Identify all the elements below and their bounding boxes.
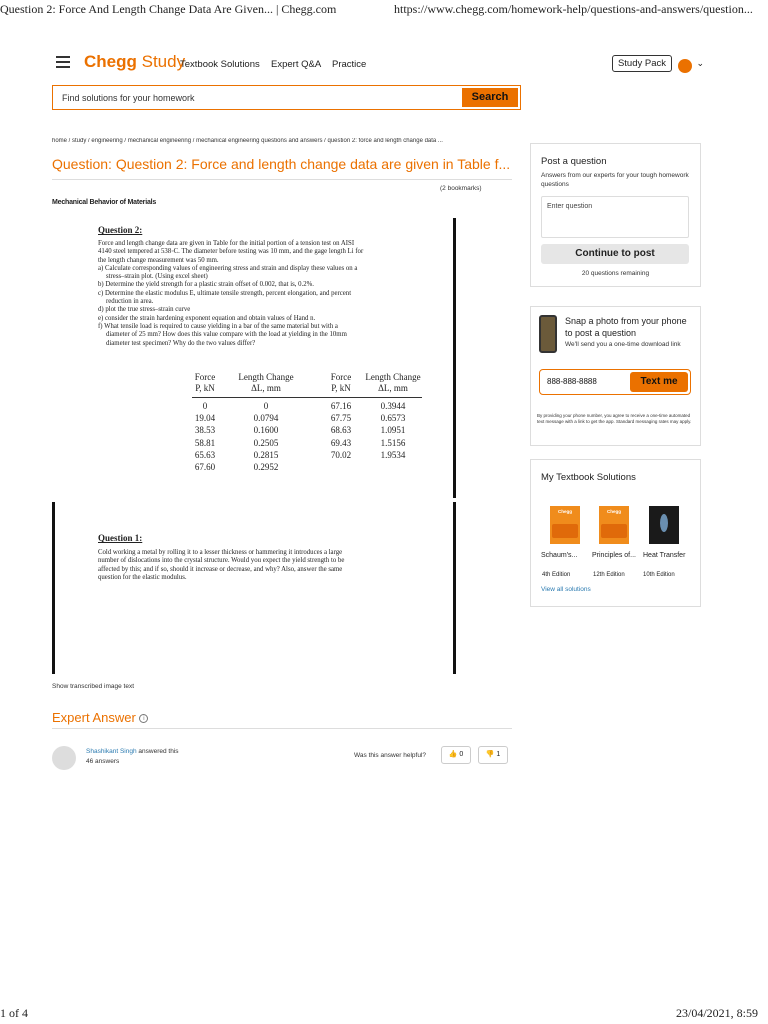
- search-bar[interactable]: [52, 85, 521, 110]
- header-bottom: P, kN: [195, 383, 215, 393]
- phone-number-input[interactable]: 888-888-8888: [547, 377, 597, 386]
- post-question-card: [530, 143, 701, 287]
- q2-line: reduction in area.: [106, 298, 154, 306]
- search-button[interactable]: Search: [462, 88, 518, 107]
- q1-line: question for the elastic modulus.: [98, 573, 187, 581]
- q1-heading: Question 1:: [98, 533, 143, 543]
- table-cell: 1.9534: [380, 449, 406, 460]
- table-cell: 67.60: [194, 462, 216, 473]
- header-top: Length Change: [238, 372, 294, 382]
- table-cell: 0.2952: [253, 462, 279, 473]
- header-top: Force: [194, 372, 216, 382]
- page-count: 1 of 4: [0, 1006, 28, 1020]
- bookmark-count[interactable]: (2 bookmarks): [440, 185, 482, 192]
- study-pack-button[interactable]: Study Pack: [612, 55, 672, 72]
- post-question-title: Post a question: [541, 156, 607, 167]
- book-cover[interactable]: [649, 506, 679, 544]
- expert-answer-label: Expert Answer: [52, 710, 136, 725]
- answerer-info: [86, 747, 179, 767]
- thumbs-up-button[interactable]: [441, 746, 471, 764]
- textbook-solutions-card: [530, 459, 701, 607]
- thumbs-up-icon: 👍: [448, 751, 458, 758]
- q2-line: d) plot the true stress–strain curve: [98, 306, 191, 314]
- book-cover-art: [552, 524, 578, 538]
- print-timestamp: 23/04/2021, 8:59: [675, 1006, 758, 1020]
- table-cell: 1.0951: [380, 425, 406, 436]
- table-cell: 69.43: [330, 437, 352, 448]
- table-header: [230, 372, 302, 394]
- table-cell: 67.75: [330, 413, 352, 424]
- col-force-2: [326, 400, 356, 461]
- table-cell: 0.2815: [253, 449, 279, 460]
- textbook-solutions-title: My Textbook Solutions: [541, 472, 636, 483]
- breadcrumb[interactable]: home / study / engineering / mechanical engineering / mechanical engineering questions and answers / question 2: force and length change data ...: [52, 138, 443, 144]
- table-cell: 0.3944: [380, 401, 406, 411]
- print-url: https://www.chegg.com/homework-help/questions-and-answers/question...: [394, 2, 753, 16]
- search-input[interactable]: Find solutions for your homework: [62, 93, 195, 103]
- user-avatar[interactable]: [678, 59, 692, 73]
- snap-subtitle: We'll send you a one-time download link: [565, 341, 681, 348]
- q2-line: e) consider the strain hardening exponent equation and obtain values of Hand n.: [98, 314, 316, 322]
- q2-line: Force and length change data are given in Table for the initial portion of a tension test on AISI: [98, 240, 355, 247]
- table-cell: 70.02: [330, 449, 352, 460]
- col-force-1: [190, 400, 220, 473]
- logo-suffix: Study: [141, 52, 186, 71]
- print-title: Question 2: Force And Length Change Data Are Given... | Chegg.com: [0, 2, 337, 16]
- question-title: Question: Question 2: Force and length change data are given in Table f...: [52, 156, 511, 172]
- table-cell: 0.6573: [380, 413, 406, 424]
- table-rule: [192, 397, 422, 398]
- table-cell: 68.63: [330, 425, 352, 436]
- book-edition: 10th Edition: [643, 572, 675, 578]
- table-header: [326, 372, 356, 394]
- book-title[interactable]: Principles of...: [592, 552, 636, 559]
- header-bottom: ΔL, mm: [378, 383, 408, 393]
- table-cell: 65.63: [194, 449, 216, 460]
- table-cell: 19.04: [194, 413, 216, 424]
- table-cell: 38.53: [194, 425, 216, 436]
- phone-field[interactable]: [539, 369, 691, 395]
- helpful-prompt: Was this answer helpful?: [354, 752, 427, 759]
- answer-count: 46 answers: [86, 758, 120, 765]
- snap-photo-card: [530, 306, 701, 446]
- header-bottom: P, kN: [331, 383, 351, 393]
- q2-line: 4140 steel tempered at 538◦C. The diameter before testing was 10 mm, and the gage length Li for: [98, 248, 364, 256]
- book-cover[interactable]: [599, 506, 629, 544]
- q1-line: number of dislocations into the crystal structure. Would you expect the yield strength to be: [98, 557, 345, 565]
- q2-line: stress–strain plot. (Using excel sheet): [106, 273, 208, 281]
- table-cell: 0.2505: [253, 437, 279, 448]
- show-transcribed-link[interactable]: Show transcribed image text: [52, 683, 135, 690]
- q2-line: the length change measurement was 50 mm.: [98, 256, 219, 264]
- q2-line: diameter test specimen? Why do the two values differ?: [106, 339, 256, 347]
- image-border-right: [453, 502, 456, 674]
- q2-line: b) Determine the yield strength for a plastic strain offset of 0.002, that is, 0.2%.: [98, 281, 315, 289]
- thumbs-down-icon: 👎: [485, 751, 495, 758]
- q2-line: c) Determine the elastic modulus E, ultimate tensile strength, percent elongation, and percent: [98, 289, 352, 297]
- nav-textbook-solutions[interactable]: Textbook Solutions: [180, 59, 260, 70]
- print-header: [0, 2, 768, 18]
- upvote-count: 0: [459, 751, 464, 758]
- q1-text: [98, 549, 408, 582]
- info-icon[interactable]: i: [139, 714, 148, 723]
- book-edition: 4th Edition: [542, 572, 571, 578]
- table-cell: 0.1600: [253, 425, 279, 436]
- table-cell: 0: [263, 401, 269, 411]
- downvote-count: 1: [496, 751, 501, 758]
- snap-legal: By providing your phone number, you agree to receive a one-time automated text message with a link to get the app. Standard messaging rates may apply.: [537, 413, 692, 424]
- menu-icon[interactable]: [56, 56, 70, 68]
- q1-line: affected by this; and if so, should it increase or decrease, and why? Also, answer the same: [98, 565, 343, 573]
- expert-answer-title: [52, 710, 148, 725]
- chevron-down-icon[interactable]: ⌄: [696, 58, 704, 68]
- col-length-2: [360, 400, 426, 461]
- table-header: [360, 372, 426, 394]
- q2-text: [98, 240, 408, 348]
- snap-title: Snap a photo from your phone to post a question: [565, 316, 687, 338]
- answerer-avatar: [52, 746, 76, 770]
- header-bottom: ΔL, mm: [251, 383, 281, 393]
- continue-to-post-button[interactable]: Continue to post: [541, 244, 689, 264]
- top-nav: [52, 52, 708, 78]
- header-top: Length Change: [365, 372, 421, 382]
- table-cell: 0.0794: [253, 413, 279, 424]
- book-edition: 12th Edition: [593, 572, 625, 578]
- col-length-1: [230, 400, 302, 473]
- q2-line: f) What tensile load is required to cause yielding in a bar of the same material but with a: [98, 322, 338, 330]
- phone-icon: [539, 315, 557, 353]
- q1-line: Cold working a metal by rolling it to a lesser thickness or hammering it introduces a large: [98, 549, 343, 556]
- logo-text: Chegg: [84, 52, 137, 71]
- subject-label: Mechanical Behavior of Materials: [52, 199, 157, 206]
- view-all-solutions-link[interactable]: View all solutions: [541, 586, 591, 593]
- divider: [52, 179, 512, 180]
- table-cell: 58.81: [194, 437, 216, 448]
- table-cell: 0: [202, 401, 208, 411]
- nav-expert-qa[interactable]: Expert Q&A: [271, 59, 322, 70]
- image-border-left: [52, 502, 55, 674]
- print-footer: [0, 1006, 768, 1022]
- questions-remaining: 20 questions remaining: [581, 270, 650, 277]
- nav-practice[interactable]: Practice: [332, 59, 367, 70]
- thumbs-down-button[interactable]: [478, 746, 508, 764]
- answered-label: answered this: [138, 748, 179, 755]
- image-border-right: [453, 218, 456, 498]
- book-cover-art: [601, 524, 627, 538]
- table-cell: 1.5156: [380, 437, 406, 448]
- q2-line: diameter of 25 mm? How does this value compare with the load at yielding in the 10mm: [106, 331, 347, 339]
- book-title[interactable]: Schaum's...: [541, 552, 578, 559]
- answerer-name[interactable]: Shashikant Singh: [86, 748, 137, 755]
- book-cover[interactable]: [550, 506, 580, 544]
- book-cover-logo: Chegg: [558, 509, 572, 514]
- table-header: [190, 372, 220, 394]
- header-top: Force: [330, 372, 352, 382]
- divider: [52, 728, 512, 729]
- q2-line: a) Calculate corresponding values of engineering stress and strain and display these values on a: [98, 264, 358, 272]
- chegg-study-logo[interactable]: [84, 52, 185, 72]
- table-cell: 67.16: [330, 401, 352, 411]
- book-title[interactable]: Heat Transfer: [643, 552, 686, 559]
- book-cover-logo: Chegg: [607, 509, 621, 514]
- text-me-button[interactable]: Text me: [630, 372, 688, 392]
- book-cover-art: [660, 514, 668, 532]
- question-input[interactable]: Enter question: [541, 196, 689, 238]
- q2-heading: Question 2:: [98, 225, 143, 235]
- post-question-subtitle: Answers from our experts for your tough homework questions: [541, 172, 689, 188]
